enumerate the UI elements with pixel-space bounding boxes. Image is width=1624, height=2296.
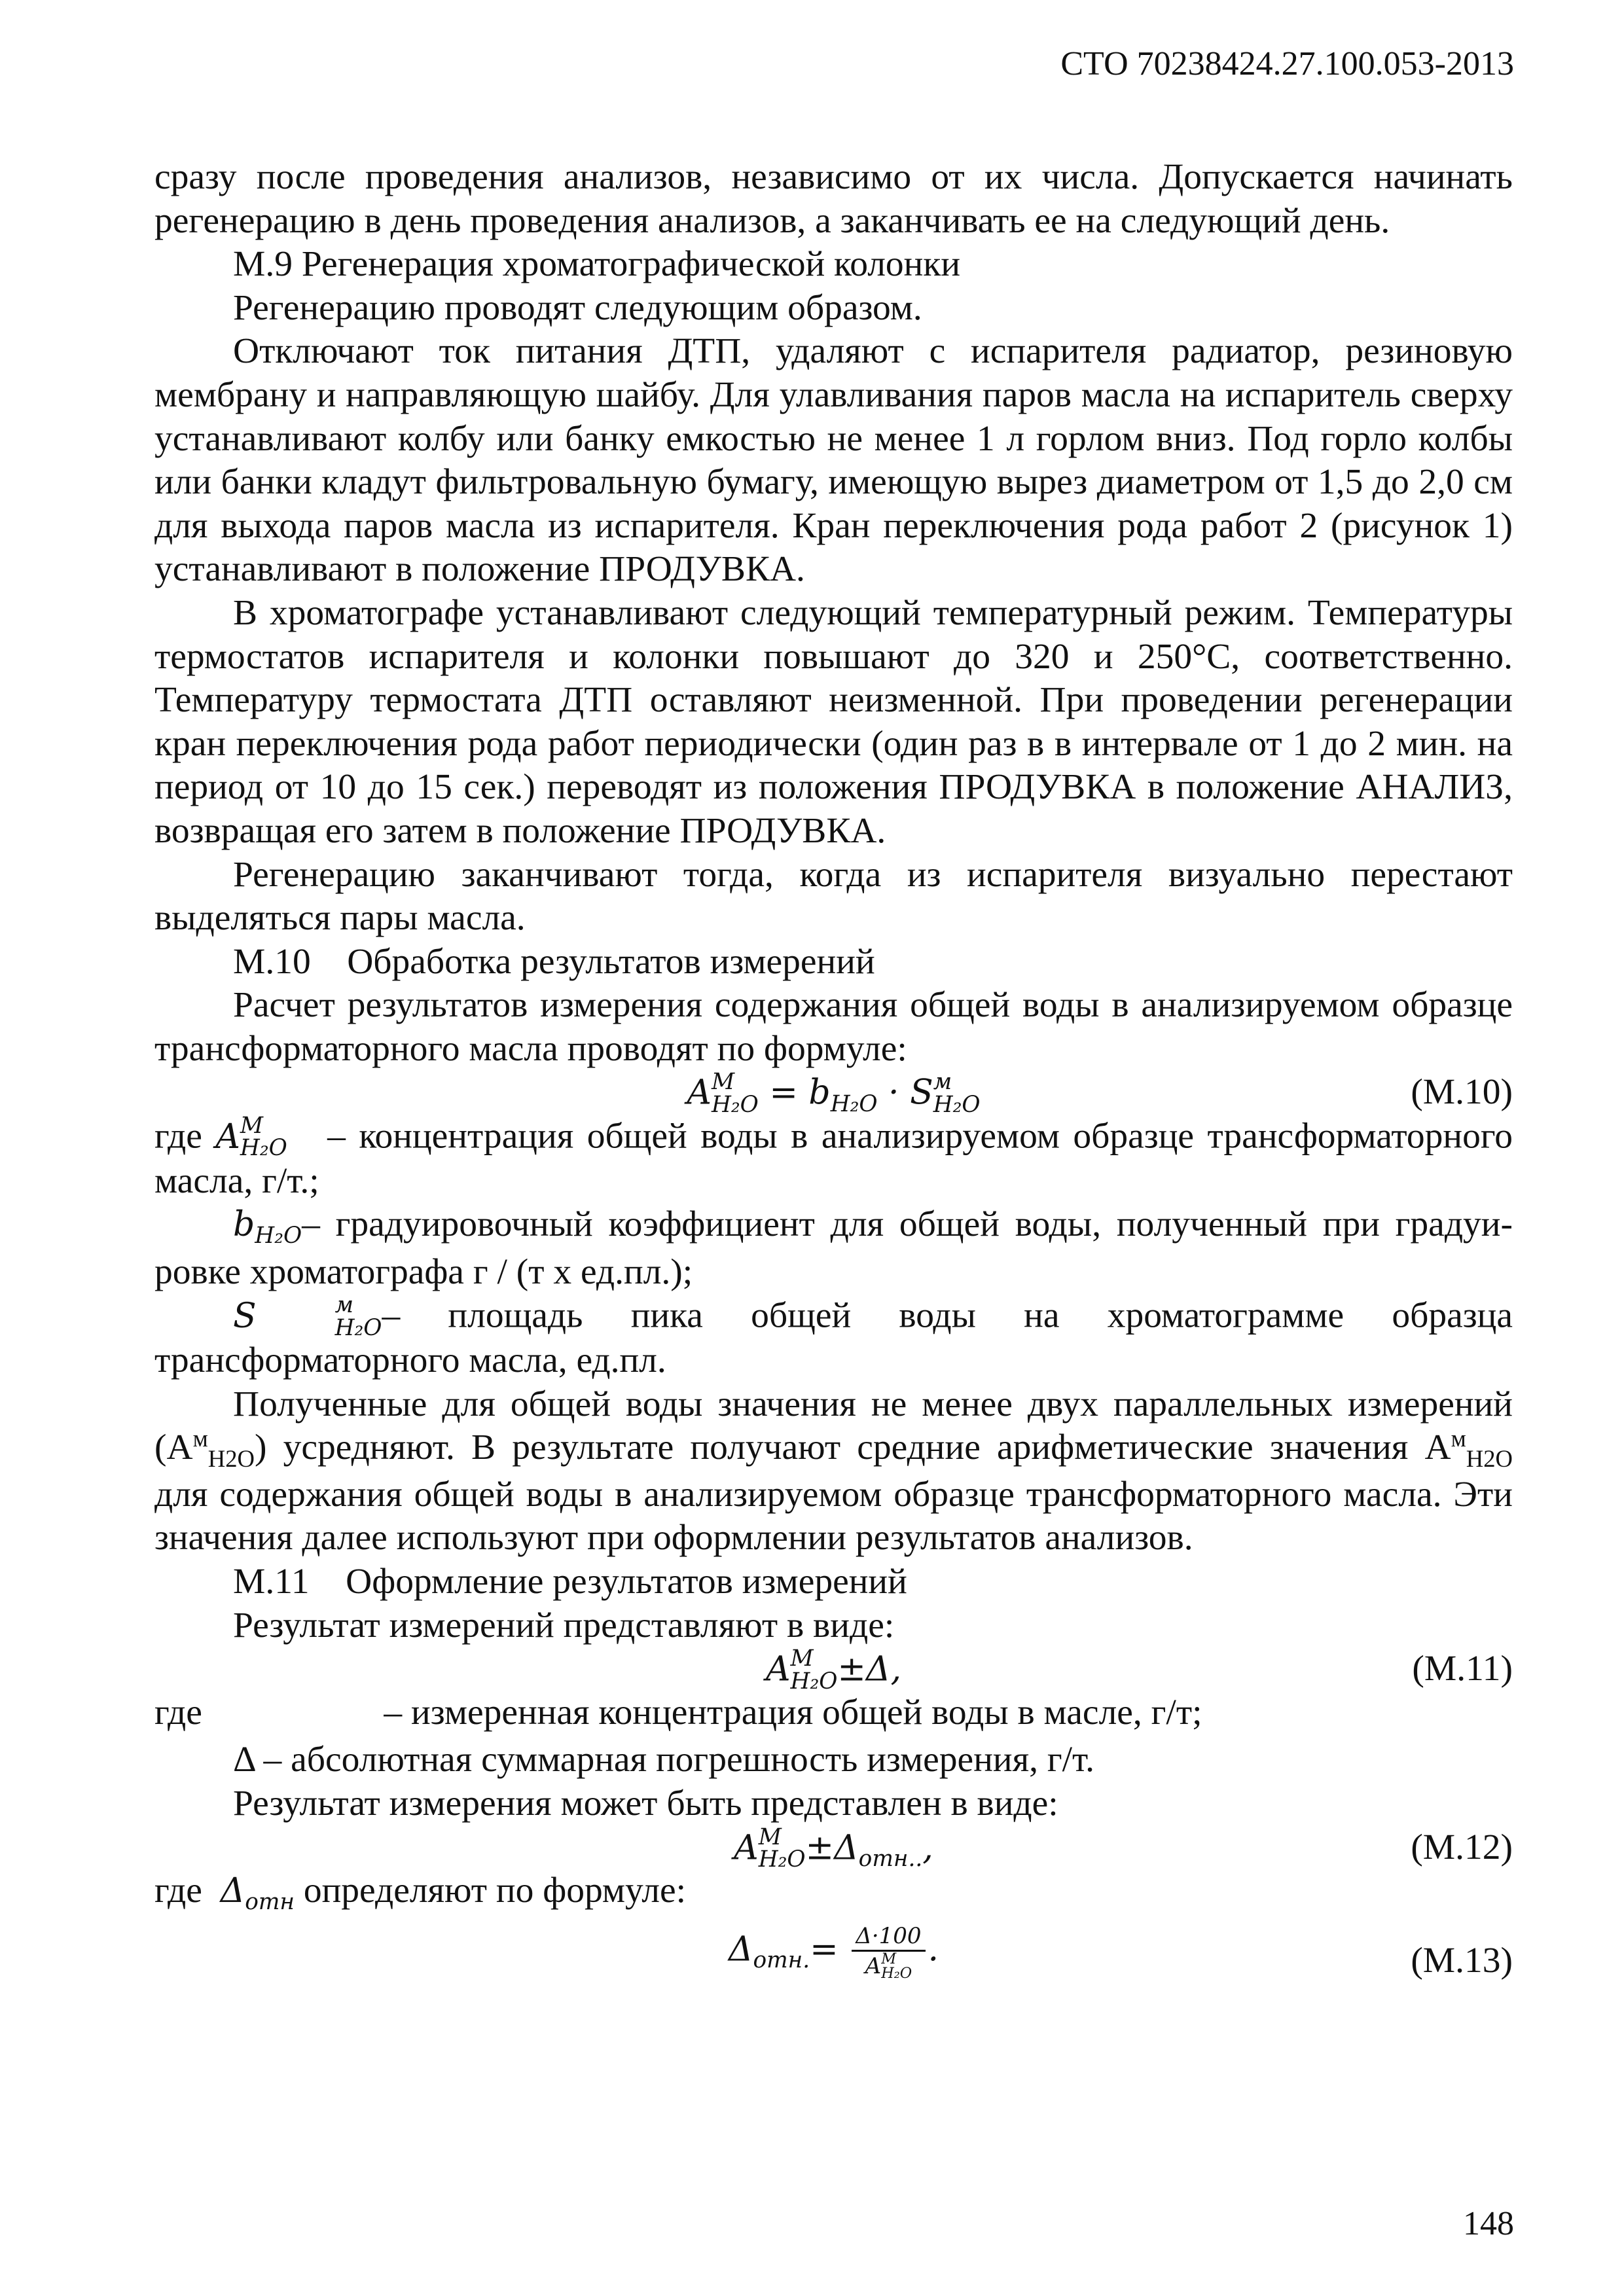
section-title-m10: М.10 Обработка результатов измерений [233,941,875,982]
formula-number-m10: (М.10) [1411,1072,1513,1113]
paragraph-temperature-mode: В хроматографе устанавливают следующий температурный режим. Температуры термостатов испарителя и колонки повышают до 320 и 250°С, соответственно. Температуру термостата ДТП оставляют неизменной. При проведении регенерации кран переключения рода работ периодически (один раз в в интервале от 1 до 2 мин. на период от 10 до 15 сек.) переводят из положения ПРОДУВКА в положение АНАЛИЗ, возвращая его затем в положение ПРОДУВКА. [154,592,1513,851]
paragraph-regeneration-intro: Регенерацию проводят следующим образом. [233,287,922,328]
formula-m11 [154,1645,1513,1695]
formula-m12-expression: A М H₂O $\pm\Delta_{отн..}$, [734,1823,933,1873]
paragraph-result-alt-form: Результат измерения может быть представлен в виде: [233,1784,1058,1824]
section-title-m11: М.11 Оформление результатов измерений [233,1562,907,1602]
paragraph-averaging: Полученные для общей воды значения не менее двух параллельных измерений $(А^м_{Н2О})$ усредняют. В результате получают средние арифметические значения $А^м_{Н2О}$ для содержания общей воды в анализируемом образце трансформаторного масла. Эти значения далее используют при оформлении результатов анализов. [154,1384,1513,1558]
page-number: 148 [1463,2205,1514,2242]
formula-number-m11: (М.11) [1412,1649,1513,1689]
formula-m10-expression: A М H₂O = $b_{H_2O} \cdot S$ м H₂O [687,1069,981,1118]
paragraph-calculation: Расчет результатов измерения содержания общей воды в анализируемом образце трансформаторного масла проводят по формуле: [154,985,1513,1069]
formula-m13 [154,1917,1513,2009]
definition-measured-concentration: где – измеренная концентрация общей воды в масле, г/т; [154,1692,1202,1732]
formula-number-m13: (М.13) [1411,1940,1513,1981]
paragraph-regeneration-end: Регенерацию заканчивают тогда, когда из испарителя визуально перестают выделяться пары масла. [154,854,1513,939]
formula-m12 [154,1823,1513,1873]
definition-relative-error: где $\Delta_{отн}$ определяют по формуле: [154,1871,687,1916]
formula-m13-expression: $\Delta_{отн.}=$ Δ·100 A М H₂O . [728,1922,939,1982]
paragraph-regeneration-steps: Отключают ток питания ДТП, удаляют с испарителя радиатор, резиновую мембрану и направляющую шайбу. Для улавливания паров масла на испаритель сверху устанавливают колбу или банку емкостью не менее 1 л горлом вниз. Под горло колбы или банки кладут фильтровальную бумагу, имеющую вырез диаметром от 1,5 до 2,0 см для выхода паров масла из испарителя. Кран переключения рода работ 2 (рисунок 1) устанавливают в положение ПРОДУВКА. [154,331,1513,590]
formula-m11-expression: A М H₂O ±Δ, [765,1645,902,1695]
section-title-m9: М.9 Регенерация хроматографической колонки [233,244,961,285]
definition-peak-area: S м H₂O – площадь пика общей воды на хроматограмме образца трансформаторного масла, ед.пл. [154,1292,1513,1381]
definition-calibration-coefficient: $b_{H_2O}-$ градуировочный коэффициент для общей воды, полученный при градуи-ровке хроматографа г / (т х ед.пл.); [154,1204,1513,1292]
paragraph-result-form: Результат измерений представляют в виде: [233,1605,895,1645]
formula-number-m12: (М.12) [1411,1827,1513,1867]
definition-concentration: где A М H₂O – концентрация общей воды в анализируемом образце трансформаторного масла, г/т.; [154,1113,1513,1201]
formula-m10 [154,1069,1513,1118]
definition-absolute-error: Δ – абсолютная суммарная погрешность измерения, г/т. [233,1740,1095,1780]
document-body [154,156,1513,2009]
document-code-header: СТО 70238424.27.100.053-2013 [1060,45,1514,82]
paragraph-continuation: сразу после проведения анализов, независимо от их числа. Допускается начинать регенерацию в день проведения анализов, а заканчивать ее на следующий день. [154,157,1513,241]
